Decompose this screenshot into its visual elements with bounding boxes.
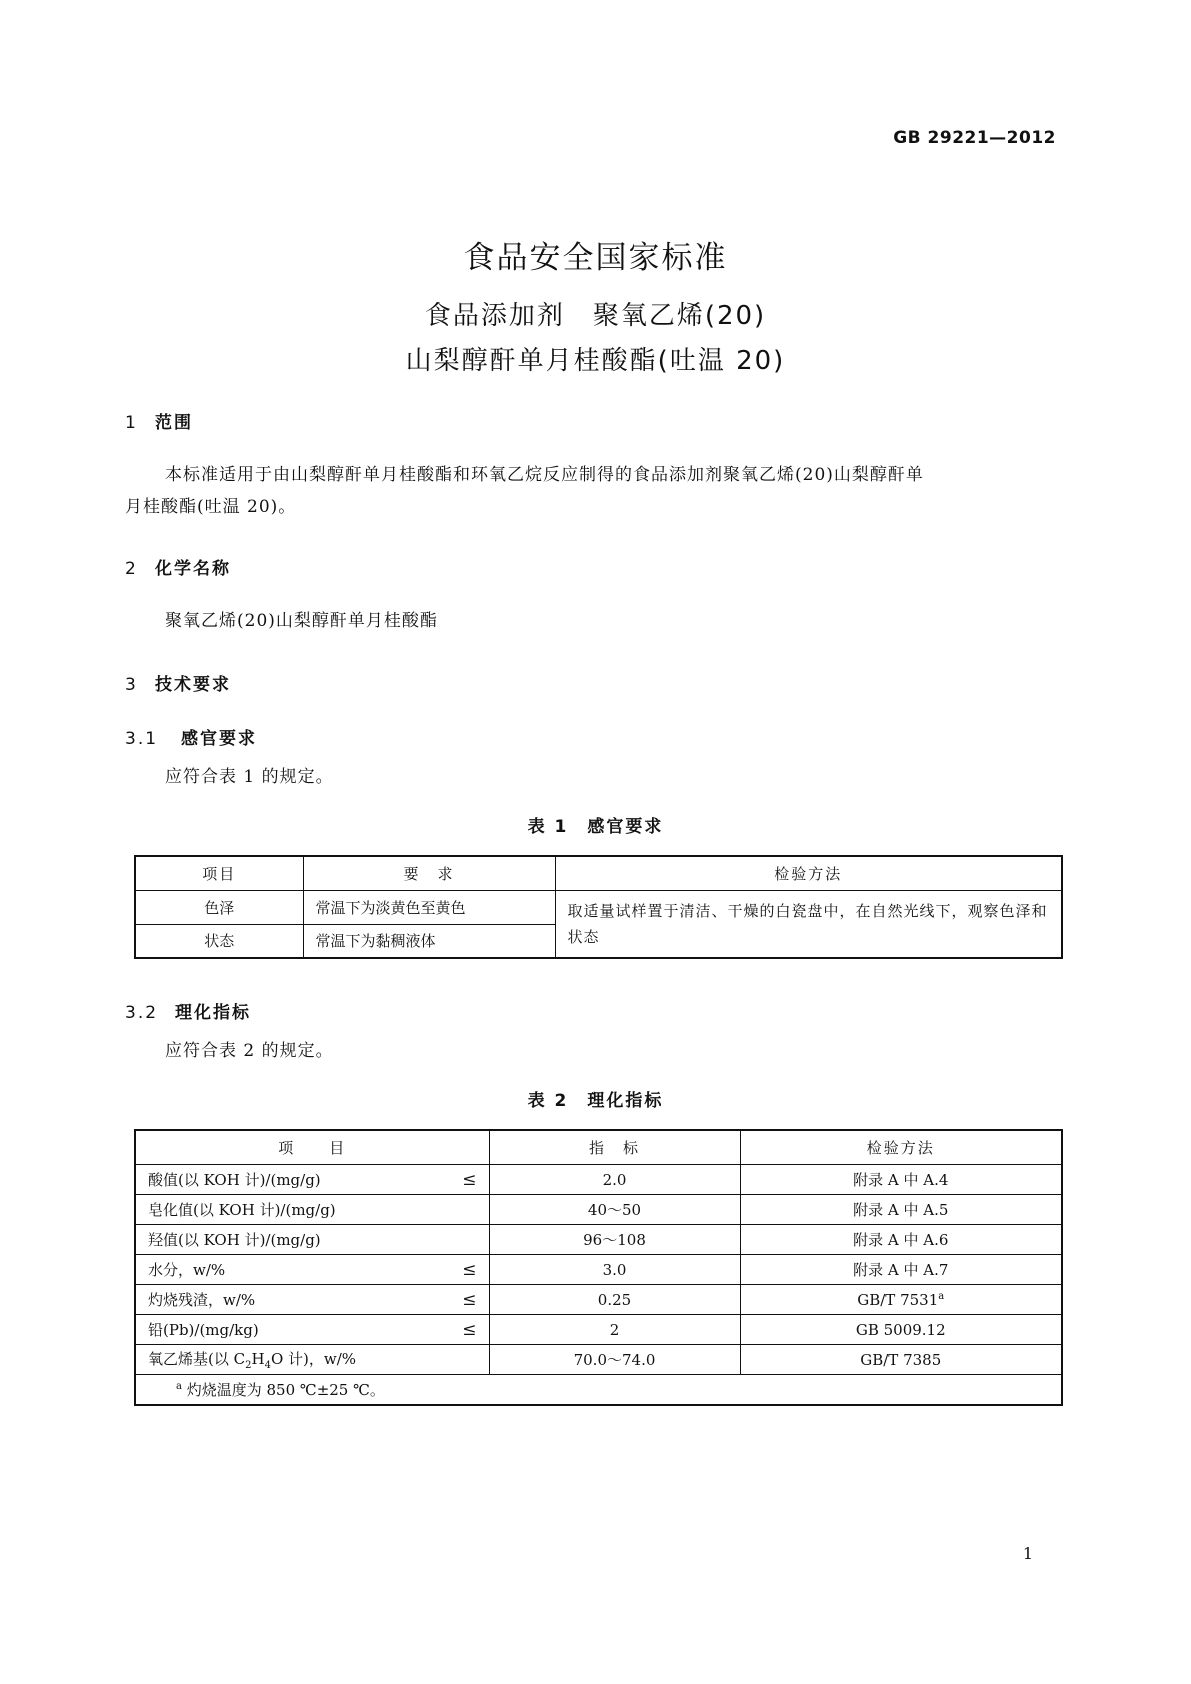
section-3-2-paragraph: 应符合表 2 的规定。 [165,1041,334,1061]
section-3-1-paragraph: 应符合表 1 的规定。 [165,767,334,787]
table-row [135,891,1062,925]
table-header-cell: 指 标 [489,1130,740,1165]
table-row [135,1285,1062,1315]
section-number: 1 [125,413,138,433]
table-cell: 附录 A 中 A.4 [740,1165,1062,1195]
table-cell: 皂化值(以 KOH 计)/(mg/g) [135,1195,489,1225]
table-cell: 0.25 [489,1285,740,1315]
table-cell [135,1315,489,1345]
table-1 [134,855,1063,959]
table-cell: 70.0～74.0 [489,1345,740,1375]
table-cell [135,1345,489,1375]
le-symbol: ≤ [462,1259,477,1280]
table-2 [134,1129,1063,1406]
table-header-cell: 检验方法 [555,856,1062,891]
item-text: O 计)，w/% [270,1350,357,1368]
main-title: 食品安全国家标准 [463,240,728,276]
table-header-cell: 要 求 [303,856,555,891]
table-footnote [135,1375,1062,1405]
subscript: 2 [245,1360,252,1371]
table-header-cell: 项目 [135,856,303,891]
table-2-caption: 表 2 理化指标 [527,1091,664,1111]
item-text: 水分，w/% [148,1261,226,1279]
table-cell: 40～50 [489,1195,740,1225]
table-cell: GB/T 7385 [740,1345,1062,1375]
table-row [135,1195,1062,1225]
section-3-1-heading [125,724,257,749]
item-text: 酸值(以 KOH 计)/(mg/g) [148,1171,321,1189]
item-text: 氧乙烯基(以 C [148,1350,246,1368]
page-number: 1 [1022,1544,1033,1563]
table-cell: 2.0 [489,1165,740,1195]
method-text: GB/T 7531 [857,1290,939,1309]
section-number: 3.1 [125,729,159,749]
footnote-ref: a [938,1290,945,1302]
table-cell: 3.0 [489,1255,740,1285]
item-text: H [251,1350,265,1368]
table-cell: GB 5009.12 [740,1315,1062,1345]
section-3-2-heading [125,998,251,1023]
table-row [135,1165,1062,1195]
table-cell: 附录 A 中 A.5 [740,1195,1062,1225]
table-footnote-row [135,1375,1062,1405]
section-3-heading [125,670,231,695]
section-number: 2 [125,559,138,579]
section-number: 3.2 [125,1003,159,1023]
table-cell: 状态 [135,925,303,958]
table-cell [135,1165,489,1195]
table-row [135,1315,1062,1345]
table-cell: 色泽 [135,891,303,925]
table-cell: 附录 A 中 A.6 [740,1225,1062,1255]
footnote-text: 灼烧温度为 850 ℃±25 ℃。 [186,1380,385,1399]
table-cell [135,1285,489,1315]
table-cell: 2 [489,1315,740,1345]
le-symbol: ≤ [462,1169,477,1190]
section-number: 3 [125,675,138,695]
section-1-paragraph: 本标准适用于由山梨醇酐单月桂酸酯和环氧乙烷反应制得的食品添加剂聚氧乙烯(20)山梨醇酐单 [165,465,924,485]
section-title: 理化指标 [175,1003,251,1023]
table-header-cell: 检验方法 [740,1130,1062,1165]
section-title: 技术要求 [155,675,231,695]
section-title: 感官要求 [181,729,257,749]
table-cell: 附录 A 中 A.7 [740,1255,1062,1285]
le-symbol: ≤ [462,1289,477,1310]
table-row [135,1345,1062,1375]
subtitle-line-1: 食品添加剂 聚氧乙烯(20) [424,301,767,331]
table-1-caption: 表 1 感官要求 [527,817,664,837]
standard-number: GB 29221—2012 [893,128,1056,148]
section-2-paragraph: 聚氧乙烯(20)山梨醇酐单月桂酸酯 [165,611,438,631]
section-title: 化学名称 [155,559,231,579]
table-cell: 羟值(以 KOH 计)/(mg/g) [135,1225,489,1255]
table-cell: 常温下为黏稠液体 [303,925,555,958]
table-header-cell: 项 目 [135,1130,489,1165]
table-cell-method: 取适量试样置于清洁、干燥的白瓷盘中，在自然光线下，观察色泽和状态 [555,891,1062,958]
table-cell: 常温下为淡黄色至黄色 [303,891,555,925]
item-text: 灼烧残渣，w/% [148,1291,256,1309]
section-1-paragraph-cont: 月桂酸酯(吐温 20)。 [125,497,297,517]
table-cell: 96～108 [489,1225,740,1255]
table-row [135,1225,1062,1255]
table-cell [740,1285,1062,1315]
table-row [135,1255,1062,1285]
section-2-heading [125,554,231,579]
le-symbol: ≤ [462,1319,477,1340]
table-cell [135,1255,489,1285]
section-1-heading [125,408,193,433]
item-text: 铅(Pb)/(mg/kg) [148,1321,259,1339]
section-title: 范围 [155,413,193,433]
footnote-mark: a [176,1380,182,1392]
subtitle-line-2: 山梨醇酐单月桂酸酯(吐温 20) [405,346,786,376]
subscript: 4 [264,1360,271,1371]
